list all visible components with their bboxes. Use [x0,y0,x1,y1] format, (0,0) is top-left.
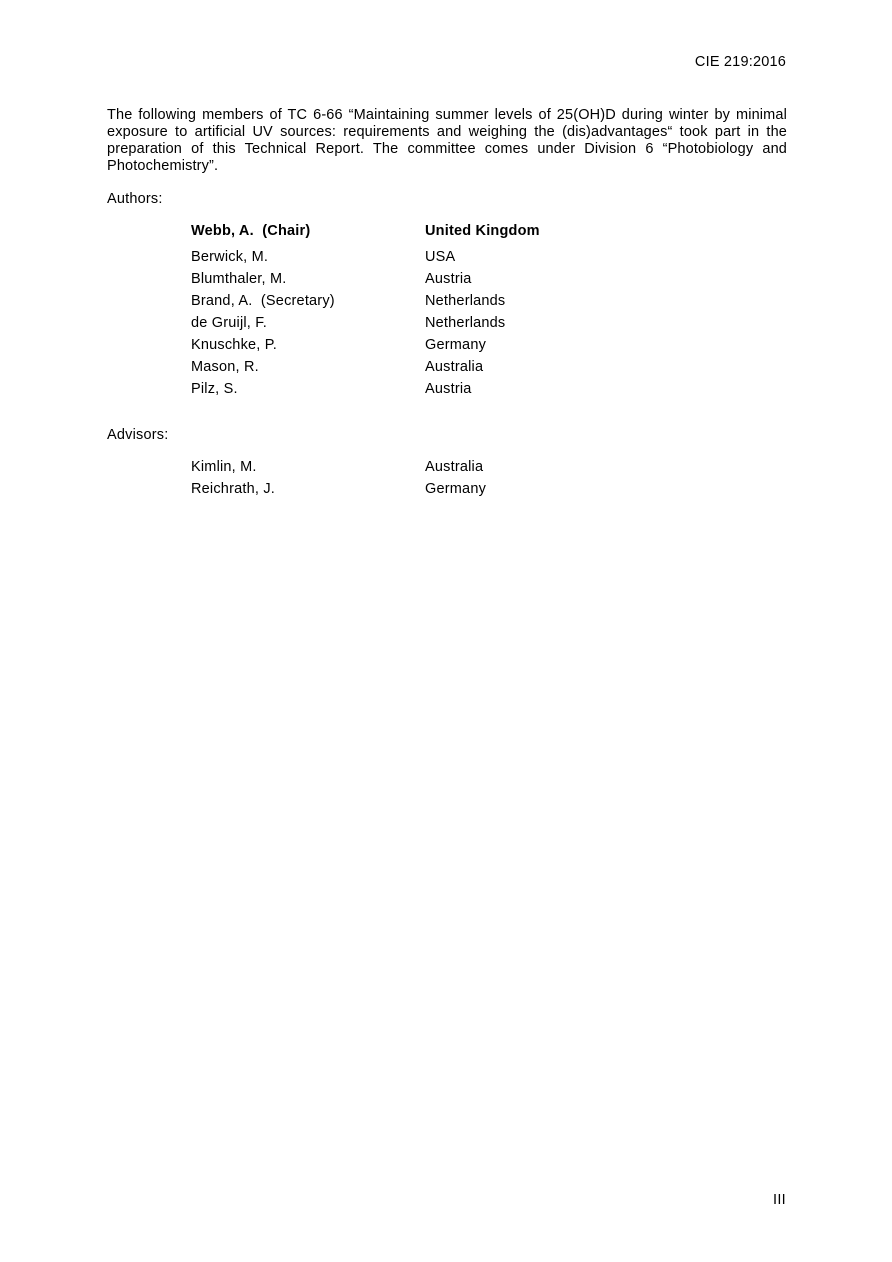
member-row [191,293,691,315]
document-code: CIE 219:2016 [694,54,786,70]
member-country: Austria [425,381,472,397]
intro-paragraph: The following members of TC 6-66 “Maintaining summer levels of 25(OH)D during winter by minimal exposure to artificial UV sources: requirements and weighing the (dis)advantages“ took part in the preparation of this Technical Report. The committee comes under Division 6 “Photobiology and Photochemistry”. [107,107,787,174]
member-row [191,337,691,359]
member-country: USA [425,249,456,265]
chair-row [191,223,691,249]
member-country: Australia [425,359,484,375]
member-country: United Kingdom [425,223,540,239]
member-name: Kimlin, M. [191,459,257,475]
member-row [191,249,691,271]
member-row [191,459,691,481]
member-name: Knuschke, P. [191,337,277,353]
advisors-list [191,459,691,503]
authors-label: Authors: [107,191,163,207]
member-name: Reichrath, J. [191,481,275,497]
advisors-label: Advisors: [107,427,169,443]
member-name: Berwick, M. [191,249,269,265]
member-row [191,359,691,381]
member-name: Pilz, S. [191,381,238,397]
member-name: de Gruijl, F. [191,315,267,331]
member-name: Brand, A. (Secretary) [191,293,335,309]
member-name: Blumthaler, M. [191,271,287,287]
member-country: Australia [425,459,484,475]
member-country: Germany [425,481,487,497]
member-name: Mason, R. [191,359,259,375]
member-row [191,481,691,503]
member-country: Germany [425,337,487,353]
member-row [191,315,691,337]
member-row [191,271,691,293]
member-country: Netherlands [425,293,506,309]
member-name: Webb, A. (Chair) [191,223,311,239]
page-number: III [773,1192,786,1208]
member-row [191,381,691,403]
authors-list [191,223,691,403]
member-country: Austria [425,271,472,287]
member-country: Netherlands [425,315,506,331]
